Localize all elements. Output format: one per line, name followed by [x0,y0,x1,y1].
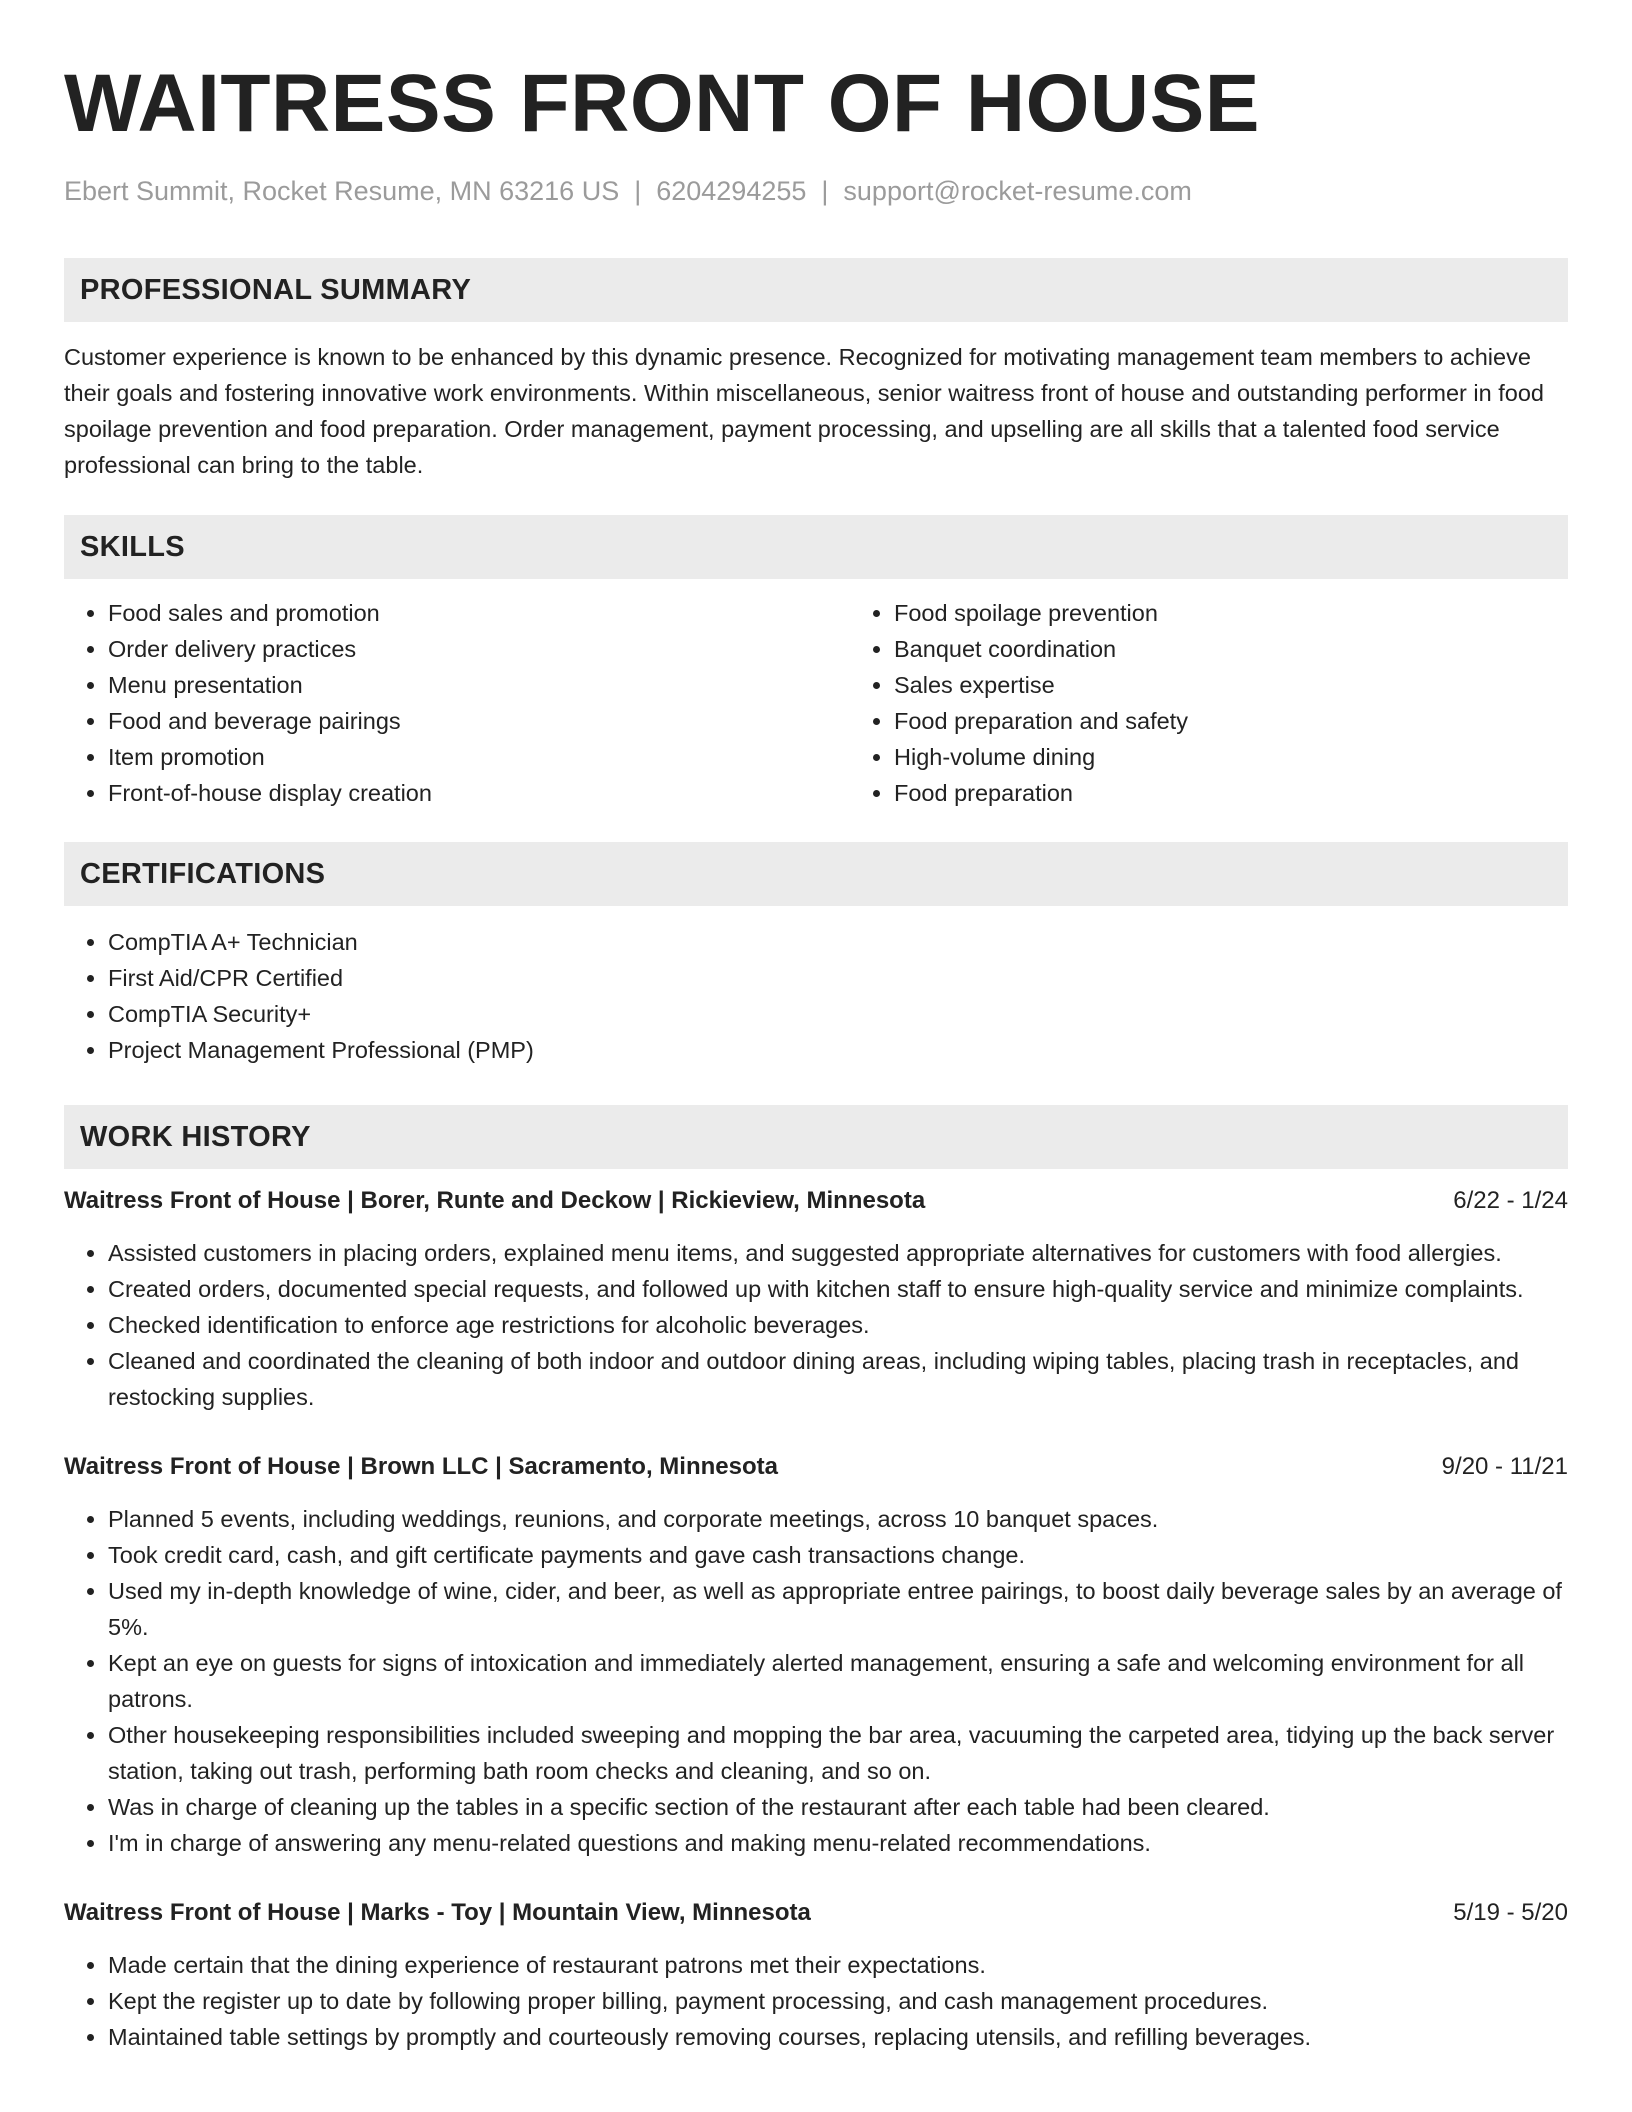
job-bullet: • Other housekeeping responsibilities included sweeping and mopping the bar area, vacuuming the carpeted area, tidying up the back server station, taking out trash, performing bath room checks and cleaning, and so on. [108,1717,1568,1789]
certifications-list [64,924,1568,1068]
certification-item: • First Aid/CPR Certified [108,960,1568,996]
job-bullet: • Kept an eye on guests for signs of intoxication and immediately alerted management, ensuring a safe and welcoming environment for all patrons. [108,1645,1568,1717]
skill-item: • Banquet coordination [894,631,1632,667]
skill-item: • Menu presentation [108,667,850,703]
job-bullet: • Assisted customers in placing orders, explained menu items, and suggested appropriate alternatives for customers with food allergies. [108,1235,1568,1271]
skill-item: • Sales expertise [894,667,1632,703]
skills-grid [64,595,1568,811]
skill-item: • Food and beverage pairings [108,703,850,739]
section-header-work-history: WORK HISTORY [64,1105,1568,1169]
job-bullets [64,1235,1568,1415]
job-bullets [64,1501,1568,1861]
job-title: Waitress Front of House | Brown LLC | Sacramento, Minnesota [64,1453,778,1480]
skill-item: • Food preparation and safety [894,703,1632,739]
section-header-summary: PROFESSIONAL SUMMARY [64,258,1568,322]
work-history-list [64,1183,1568,2055]
job-bullet: • Created orders, documented special requests, and followed up with kitchen staff to ensure high-quality service and minimize complaints. [108,1271,1568,1307]
skill-item: • Order delivery practices [108,631,850,667]
certification-item: • Project Management Professional (PMP) [108,1032,1568,1068]
section-header-certifications: CERTIFICATIONS [64,842,1568,906]
job-bullet: • Was in charge of cleaning up the tables in a specific section of the restaurant after each table had been cleared. [108,1789,1568,1825]
skill-item: • Food preparation [894,775,1632,811]
contact-separator: | [821,176,829,206]
contact-email: support@rocket-resume.com [843,176,1192,206]
job-header [64,1449,1568,1485]
job-dates: 9/20 - 11/21 [1441,1453,1568,1480]
job-bullet: • Cleaned and coordinated the cleaning of both indoor and outdoor dining areas, including wiping tables, placing trash in receptacles, and restocking supplies. [108,1343,1568,1415]
certification-item: • CompTIA Security+ [108,996,1568,1032]
contact-separator: | [634,176,642,206]
job-bullet: • Made certain that the dining experience of restaurant patrons met their expectations. [108,1947,1568,1983]
job-bullet: • Checked identification to enforce age restrictions for alcoholic beverages. [108,1307,1568,1343]
job-header [64,1895,1568,1931]
contact-phone: 6204294255 [656,176,807,206]
skill-item: • Item promotion [108,739,850,775]
skill-item: • Food sales and promotion [108,595,850,631]
skills-list-left [64,595,850,811]
job-title: Waitress Front of House | Borer, Runte and Deckow | Rickieview, Minnesota [64,1187,926,1214]
job-entry [64,1183,1568,1415]
job-bullets [64,1947,1568,2055]
resume-title: WAITRESS FRONT OF HOUSE [64,58,1260,149]
job-bullet: • I'm in charge of answering any menu-related questions and making menu-related recommendations. [108,1825,1568,1861]
job-dates: 6/22 - 1/24 [1453,1187,1568,1214]
job-bullet: • Maintained table settings by promptly and courteously removing courses, replacing utensils, and refilling beverages. [108,2019,1568,2055]
contact-address: Ebert Summit, Rocket Resume, MN 63216 US [64,176,620,206]
job-entry [64,1895,1568,2055]
skill-item: • Food spoilage prevention [894,595,1632,631]
contact-line [64,174,1568,208]
job-bullet: • Used my in-depth knowledge of wine, cider, and beer, as well as appropriate entree pairings, to boost daily beverage sales by an average of 5%. [108,1573,1568,1645]
job-dates: 5/19 - 5/20 [1453,1899,1568,1926]
section-header-skills: SKILLS [64,515,1568,579]
job-bullet: • Took credit card, cash, and gift certificate payments and gave cash transactions change. [108,1537,1568,1573]
skills-list-right [850,595,1632,811]
job-header [64,1183,1568,1219]
job-title: Waitress Front of House | Marks - Toy | Mountain View, Minnesota [64,1899,811,1926]
job-bullet: • Planned 5 events, including weddings, reunions, and corporate meetings, across 10 banquet spaces. [108,1501,1568,1537]
job-entry [64,1449,1568,1861]
job-bullet: • Kept the register up to date by following proper billing, payment processing, and cash management procedures. [108,1983,1568,2019]
skill-item: • Front-of-house display creation [108,775,850,811]
skill-item: • High-volume dining [894,739,1632,775]
certification-item: • CompTIA A+ Technician [108,924,1568,960]
summary-text: Customer experience is known to be enhanced by this dynamic presence. Recognized for motivating management team members to achieve their goals and fostering innovative work environments. Within miscellaneous, senior waitress front of house and outstanding performer in food spoilage prevention and food preparation. Order management, payment processing, and upselling are all skills that a talented food service professional can bring to the table. [64,344,1544,478]
